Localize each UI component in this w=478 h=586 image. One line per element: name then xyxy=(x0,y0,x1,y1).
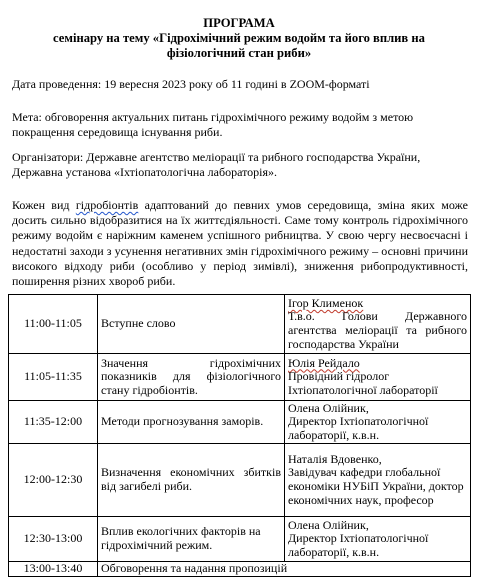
schedule-time: 13:00-13:40 xyxy=(9,562,98,577)
intro-paragraph xyxy=(12,198,468,289)
program-subtitle-line-2: фізіологічний стан риби» xyxy=(166,46,312,60)
schedule-row xyxy=(9,295,471,354)
event-date: Дата проведення: 19 вересня 2023 року об 11 годині в ZOOM-форматі xyxy=(12,77,370,91)
speaker-name: Олена Олійник, xyxy=(288,517,369,532)
schedule-speaker xyxy=(285,517,471,562)
schedule-topic: Визначення економічних збитків від загибелі риби. xyxy=(98,444,285,517)
schedule-speaker xyxy=(285,401,471,444)
speaker-name: Ігор Клименок xyxy=(288,295,364,310)
speaker-name: Олена Олійник, xyxy=(288,400,369,415)
program-subtitle-line-1: семінару на тему «Гідрохімічний режим водойм та його вплив на xyxy=(53,31,425,45)
intro-text-start: Кожен вид xyxy=(12,198,76,212)
speaker-name: Наталія Вдовенко, xyxy=(288,451,382,466)
speaker-name: Юлія Рейдало xyxy=(288,355,360,370)
schedule-speaker xyxy=(285,444,471,517)
schedule-row xyxy=(9,444,471,517)
schedule-topic: Вплив екологічних факторів на гідрохімічний режим. xyxy=(98,517,285,562)
intro-text-rest: адаптований до певних умов середовища, зміна яких може досить сильно відобразитися на їх життєдіяльності. Саме тому контроль гідрохімічного режиму водойм є наріжним каменем успішного рибництва. У свою чергу несвоєчасні і недостатні заходи з усунення негативних змін гідрохімічного режиму – основні причини високого відходу риби (особливо у період зимівлі), зниження рибопродуктивності, поширення різних хвороб риби. xyxy=(12,198,469,289)
schedule-speaker xyxy=(285,354,471,401)
schedule-time: 11:05-11:35 xyxy=(9,354,98,401)
schedule-time: 11:00-11:05 xyxy=(9,295,98,354)
event-goal: Мета: обговорення актуальних питань гідрохімічного режиму водойм з метою покращення середовища існування риби. xyxy=(12,110,414,140)
schedule-time: 12:30-13:00 xyxy=(9,517,98,562)
intro-term-hydrobionts: гідробіонтів xyxy=(75,198,139,212)
speaker-role: Директор Іхтіопатологічної лабораторії, к.в.н. xyxy=(288,414,429,442)
speaker-role: Завідувач кафедри глобальної економіки НУБіП України, доктор економічних наук, професор xyxy=(288,465,464,507)
schedule-row xyxy=(9,562,471,577)
schedule-row xyxy=(9,354,471,401)
schedule-topic: Вступне слово xyxy=(98,295,285,354)
schedule-topic: Обговорення та надання пропозицій xyxy=(98,562,471,577)
schedule-row xyxy=(9,401,471,444)
schedule-row xyxy=(9,517,471,562)
program-title: ПРОГРАМА xyxy=(203,16,275,30)
event-organizers: Організатори: Державне агентство меліорації та рибного господарства України, Державна установа «Іхтіопатологічна лабораторія». xyxy=(12,150,421,180)
schedule-time: 11:35-12:00 xyxy=(9,401,98,444)
speaker-role: Провідний гідролог Іхтіопатологічної лабораторії xyxy=(288,369,438,397)
schedule-topic: Методи прогнозування заморів. xyxy=(98,401,285,444)
schedule-time: 12:00-12:30 xyxy=(9,444,98,517)
speaker-role: Т.в.о. Голови Державного агентства меліорації та рибного господарства України xyxy=(288,309,467,351)
schedule-topic: Значення гідрохімічних показників для фізіологічного стану гідробіонтів. xyxy=(98,354,285,401)
speaker-role: Директор Іхтіопатологічної лабораторії, к.в.н. xyxy=(288,531,429,559)
schedule-speaker xyxy=(285,295,471,354)
schedule-table xyxy=(8,294,471,577)
